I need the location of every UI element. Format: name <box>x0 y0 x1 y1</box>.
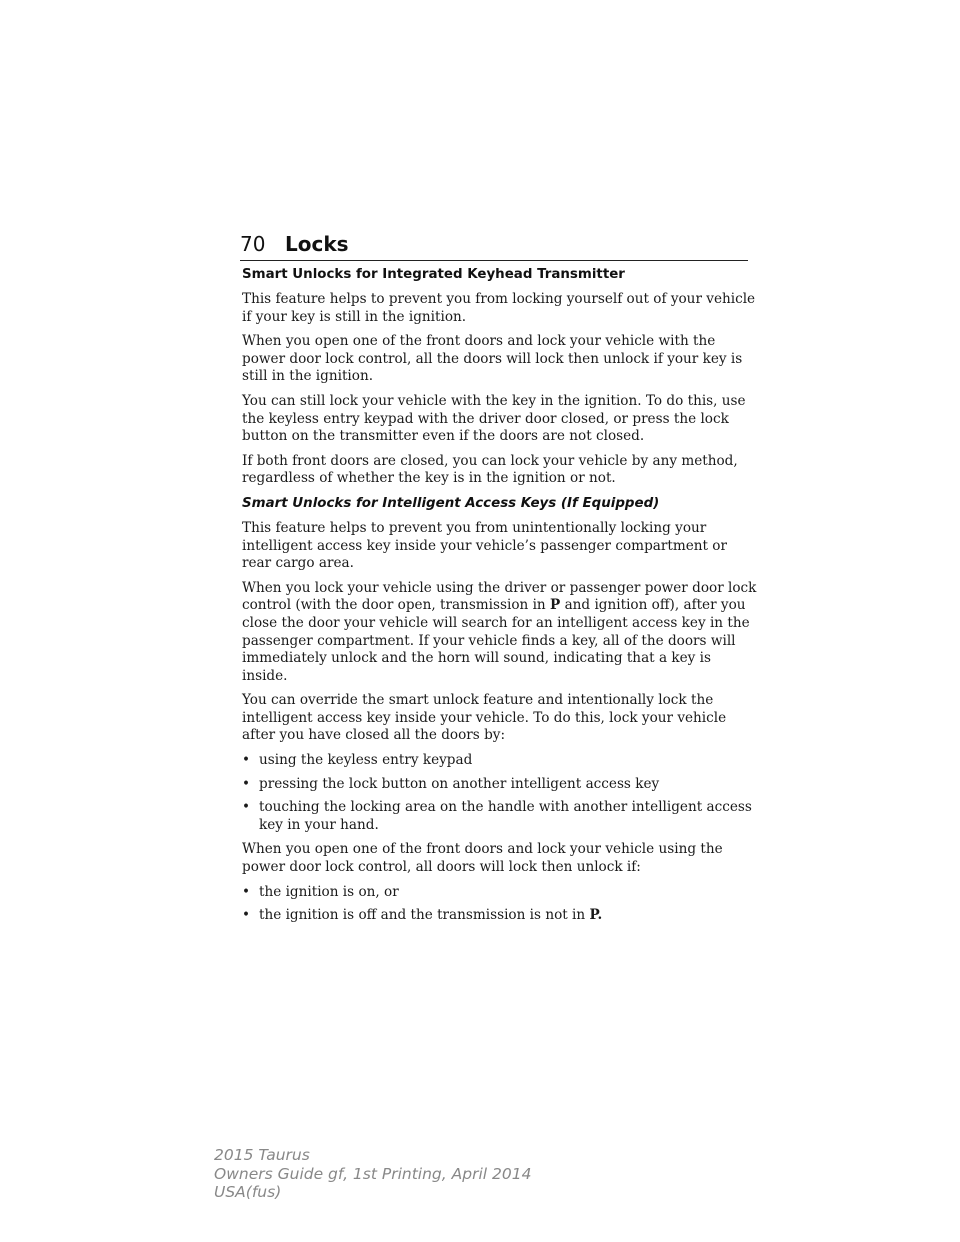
paragraph: When you open one of the front doors and lock your vehicle using the power door lock control, all doors will lock then unlock if: <box>242 841 723 876</box>
footer-model: 2015 Taurus <box>214 1146 310 1164</box>
bullet-icon: • <box>242 799 251 816</box>
footer-region-code: (fus) <box>245 1183 282 1201</box>
page-number: 70 <box>240 232 266 256</box>
list-item <box>242 884 758 902</box>
paragraph: You can override the smart unlock feature and intentionally lock the intelligent access key inside your vehicle. To do this, lock your vehicle after you have closed all the doors by: <box>242 692 727 744</box>
paragraph: You can still lock your vehicle with the key in the ignition. To do this, use the keyless entry keypad with the driver door closed, or press the lock button on the transmitter even if the doors are not closed. <box>242 392 746 445</box>
list-item <box>242 752 758 770</box>
footer-country: USA <box>214 1183 246 1201</box>
bullet-icon: • <box>242 752 251 769</box>
list-item-text: pressing the lock button on another intelligent access key <box>259 775 660 792</box>
footer-market <box>214 1183 531 1202</box>
list-item-text: touching the locking area on the handle with another intelligent access key in your hand. <box>259 799 752 833</box>
page-header <box>240 230 748 261</box>
bullet-icon: • <box>242 775 251 792</box>
gear-indicator: P. <box>589 907 603 924</box>
paragraph: This feature helps to prevent you from locking yourself out of your vehicle if your key is still in the ignition. <box>242 291 756 325</box>
gear-indicator: P <box>550 597 561 614</box>
bullet-icon: • <box>242 883 251 900</box>
heading-intelligent-access: Smart Unlocks for Intelligent Access Keys (If Equipped) <box>242 495 660 511</box>
page-footer <box>214 1146 531 1202</box>
list-item <box>242 907 758 925</box>
paragraph: This feature helps to prevent you from unintentionally locking your intelligent access key inside your vehicle’s passenger compartment or rear cargo area. <box>242 519 727 572</box>
section-title: Locks <box>285 232 349 256</box>
paragraph <box>242 580 758 686</box>
list-item <box>242 776 758 794</box>
paragraph: When you open one of the front doors and lock your vehicle with the power door lock control, all the doors will lock then unlock if your key is still in the ignition. <box>242 333 743 385</box>
unlock-conditions-list <box>242 884 758 925</box>
text-run: When you lock your vehicle using the driver or passenger power door lock control (with the door open, transmission in <box>242 579 757 614</box>
text-run: and ignition off), after you close the door your vehicle will search for an intelligent access key in the passenger compartment. If your vehicle finds a key, all of the doors will immediately unlock and the horn will sound, indicating that a key is inside. <box>242 597 750 684</box>
page-content <box>242 266 758 932</box>
heading-integrated-keyhead: Smart Unlocks for Integrated Keyhead Transmitter <box>242 267 625 282</box>
bullet-icon: • <box>242 907 251 924</box>
paragraph: If both front doors are closed, you can lock your vehicle by any method, regardless of whether the key is in the ignition or not. <box>242 452 738 487</box>
list-item <box>242 799 758 834</box>
override-methods-list <box>242 752 758 834</box>
list-item-text: using the keyless entry keypad <box>259 752 473 769</box>
footer-edition: Owners Guide gf, 1st Printing, April 2014 <box>214 1164 532 1183</box>
list-item-text: the ignition is off and the transmission is not in <box>259 907 590 924</box>
list-item-text: the ignition is on, or <box>259 883 399 900</box>
